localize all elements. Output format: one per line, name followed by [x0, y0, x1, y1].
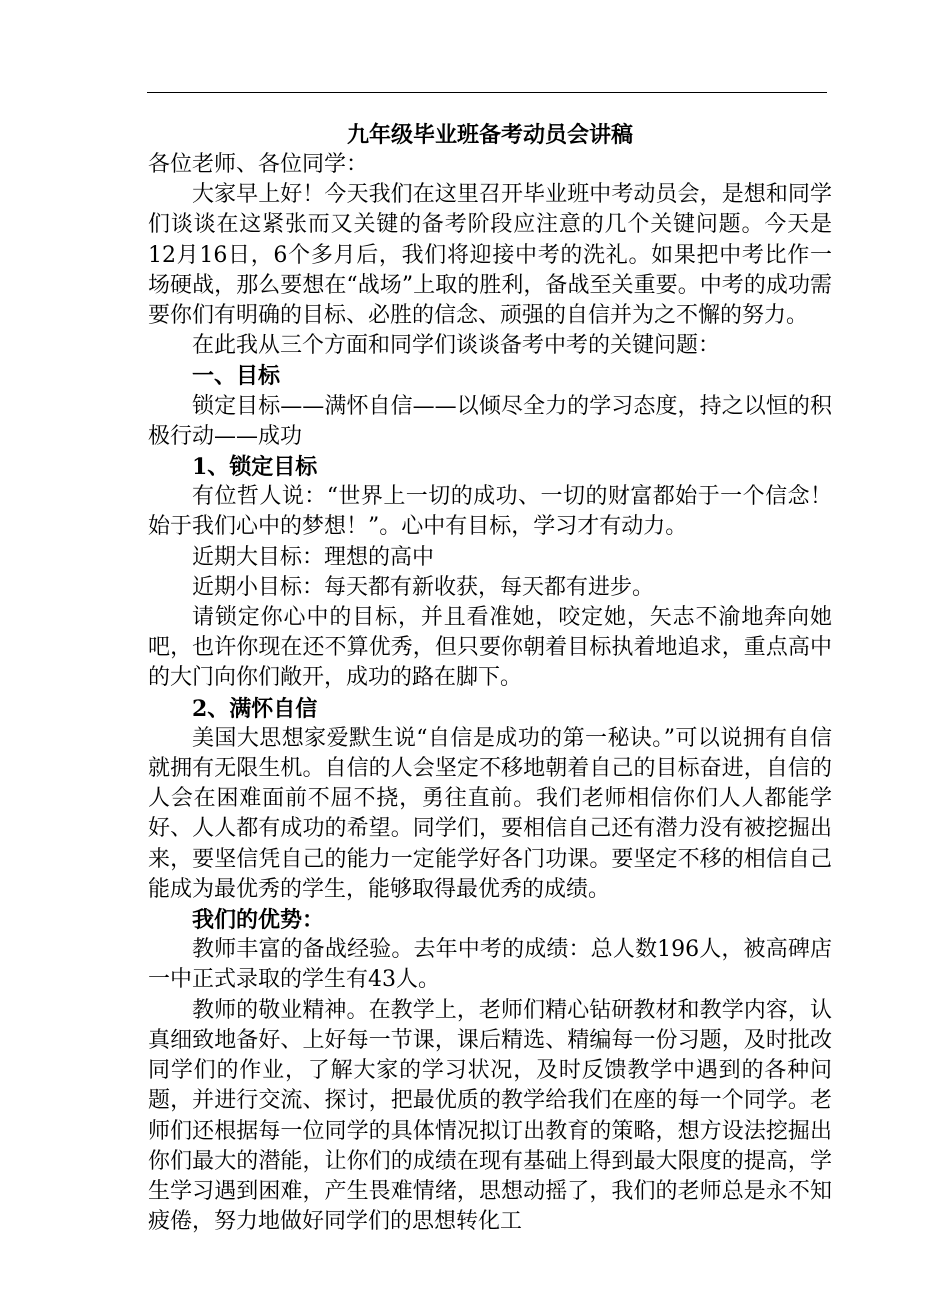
body-paragraph: 教师丰富的备战经验。去年中考的成绩：总人数196人，被高碑店一中正式录取的学生有43人。 [148, 937, 832, 993]
salutation: 各位老师、各位同学： [148, 152, 369, 177]
section-heading: 1、锁定目标 [192, 454, 318, 481]
document-body [148, 120, 832, 1237]
body-paragraph: 近期小目标：每天都有新收获，每天都有进步。 [192, 574, 655, 600]
body-paragraph: 锁定目标——满怀自信——以倾尽全力的学习态度，持之以恒的积极行动——成功 [148, 393, 832, 449]
body-paragraph: 教师的敬业精神。在教学上，老师们精心钻研教材和教学内容，认真细致地备好、上好每一节课，课后精选、精编每一份习题，及时批改同学们的作业，了解大家的学习状况，及时反馈教学中遇到的各种问题，并进行交流、探讨，把最优质的教学给我们在座的每一个同学。老师们还根据每一位同学的具体情况拟订出教育的策略，想方设法挖掘出你们最大的潜能，让你们的成绩在现有基础上得到最大限度的提高，学生学习遇到困难，产生畏难情绪，思想动摇了，我们的老师总是永不知疲倦，努力地做好同学们的思想转化工 [148, 997, 832, 1235]
body-paragraph: 在此我从三个方面和同学们谈谈备考中考的关键问题： [192, 333, 721, 359]
body-paragraph: 美国大思想家爱默生说“自信是成功的第一秘诀。”可以说拥有自信就拥有无限生机。自信的人会坚定不移地朝着自己的目标奋进，自信的人会在困难面前不屈不挠，勇往直前。我们老师相信你们人人都能学好、人人都有成功的希望。同学们，要相信自己还有潜力没有被挖掘出来，要坚信凭自己的能力一定能学好各门功课。要坚定不移的相信自己能成为最优秀的学生，能够取得最优秀的成绩。 [148, 725, 832, 902]
body-paragraph: 大家早上好！今天我们在这里召开毕业班中考动员会，是想和同学们谈谈在这紧张而又关键的备考阶段应注意的几个关键问题。今天是12月16日，6个多月后，我们将迎接中考的洗礼。如果把中考比作一场硬战，那么要想在“战场”上取的胜利，备战至关重要。中考的成功需要你们有明确的目标、必胜的信念、顽强的自信并为之不懈的努力。 [148, 182, 832, 329]
body-paragraph: 有位哲人说：“世界上一切的成功、一切的财富都始于一个信念！始于我们心中的梦想！”。心中有目标，学习才有动力。 [148, 484, 832, 540]
document-title: 九年级毕业班备考动员会讲稿 [346, 122, 633, 148]
body-paragraph: 近期大目标：理想的高中 [192, 544, 435, 570]
header-rule [147, 92, 827, 93]
body-paragraph: 请锁定你心中的目标，并且看准她，咬定她，矢志不渝地奔向她吧，也许你现在还不算优秀，但只要你朝着目标执着地追求，重点高中的大门向你们敞开，成功的路在脚下。 [148, 605, 832, 691]
section-heading: 一、目标 [192, 363, 281, 390]
section-heading: 我们的优势： [192, 907, 325, 934]
section-heading: 2、满怀自信 [192, 695, 318, 722]
